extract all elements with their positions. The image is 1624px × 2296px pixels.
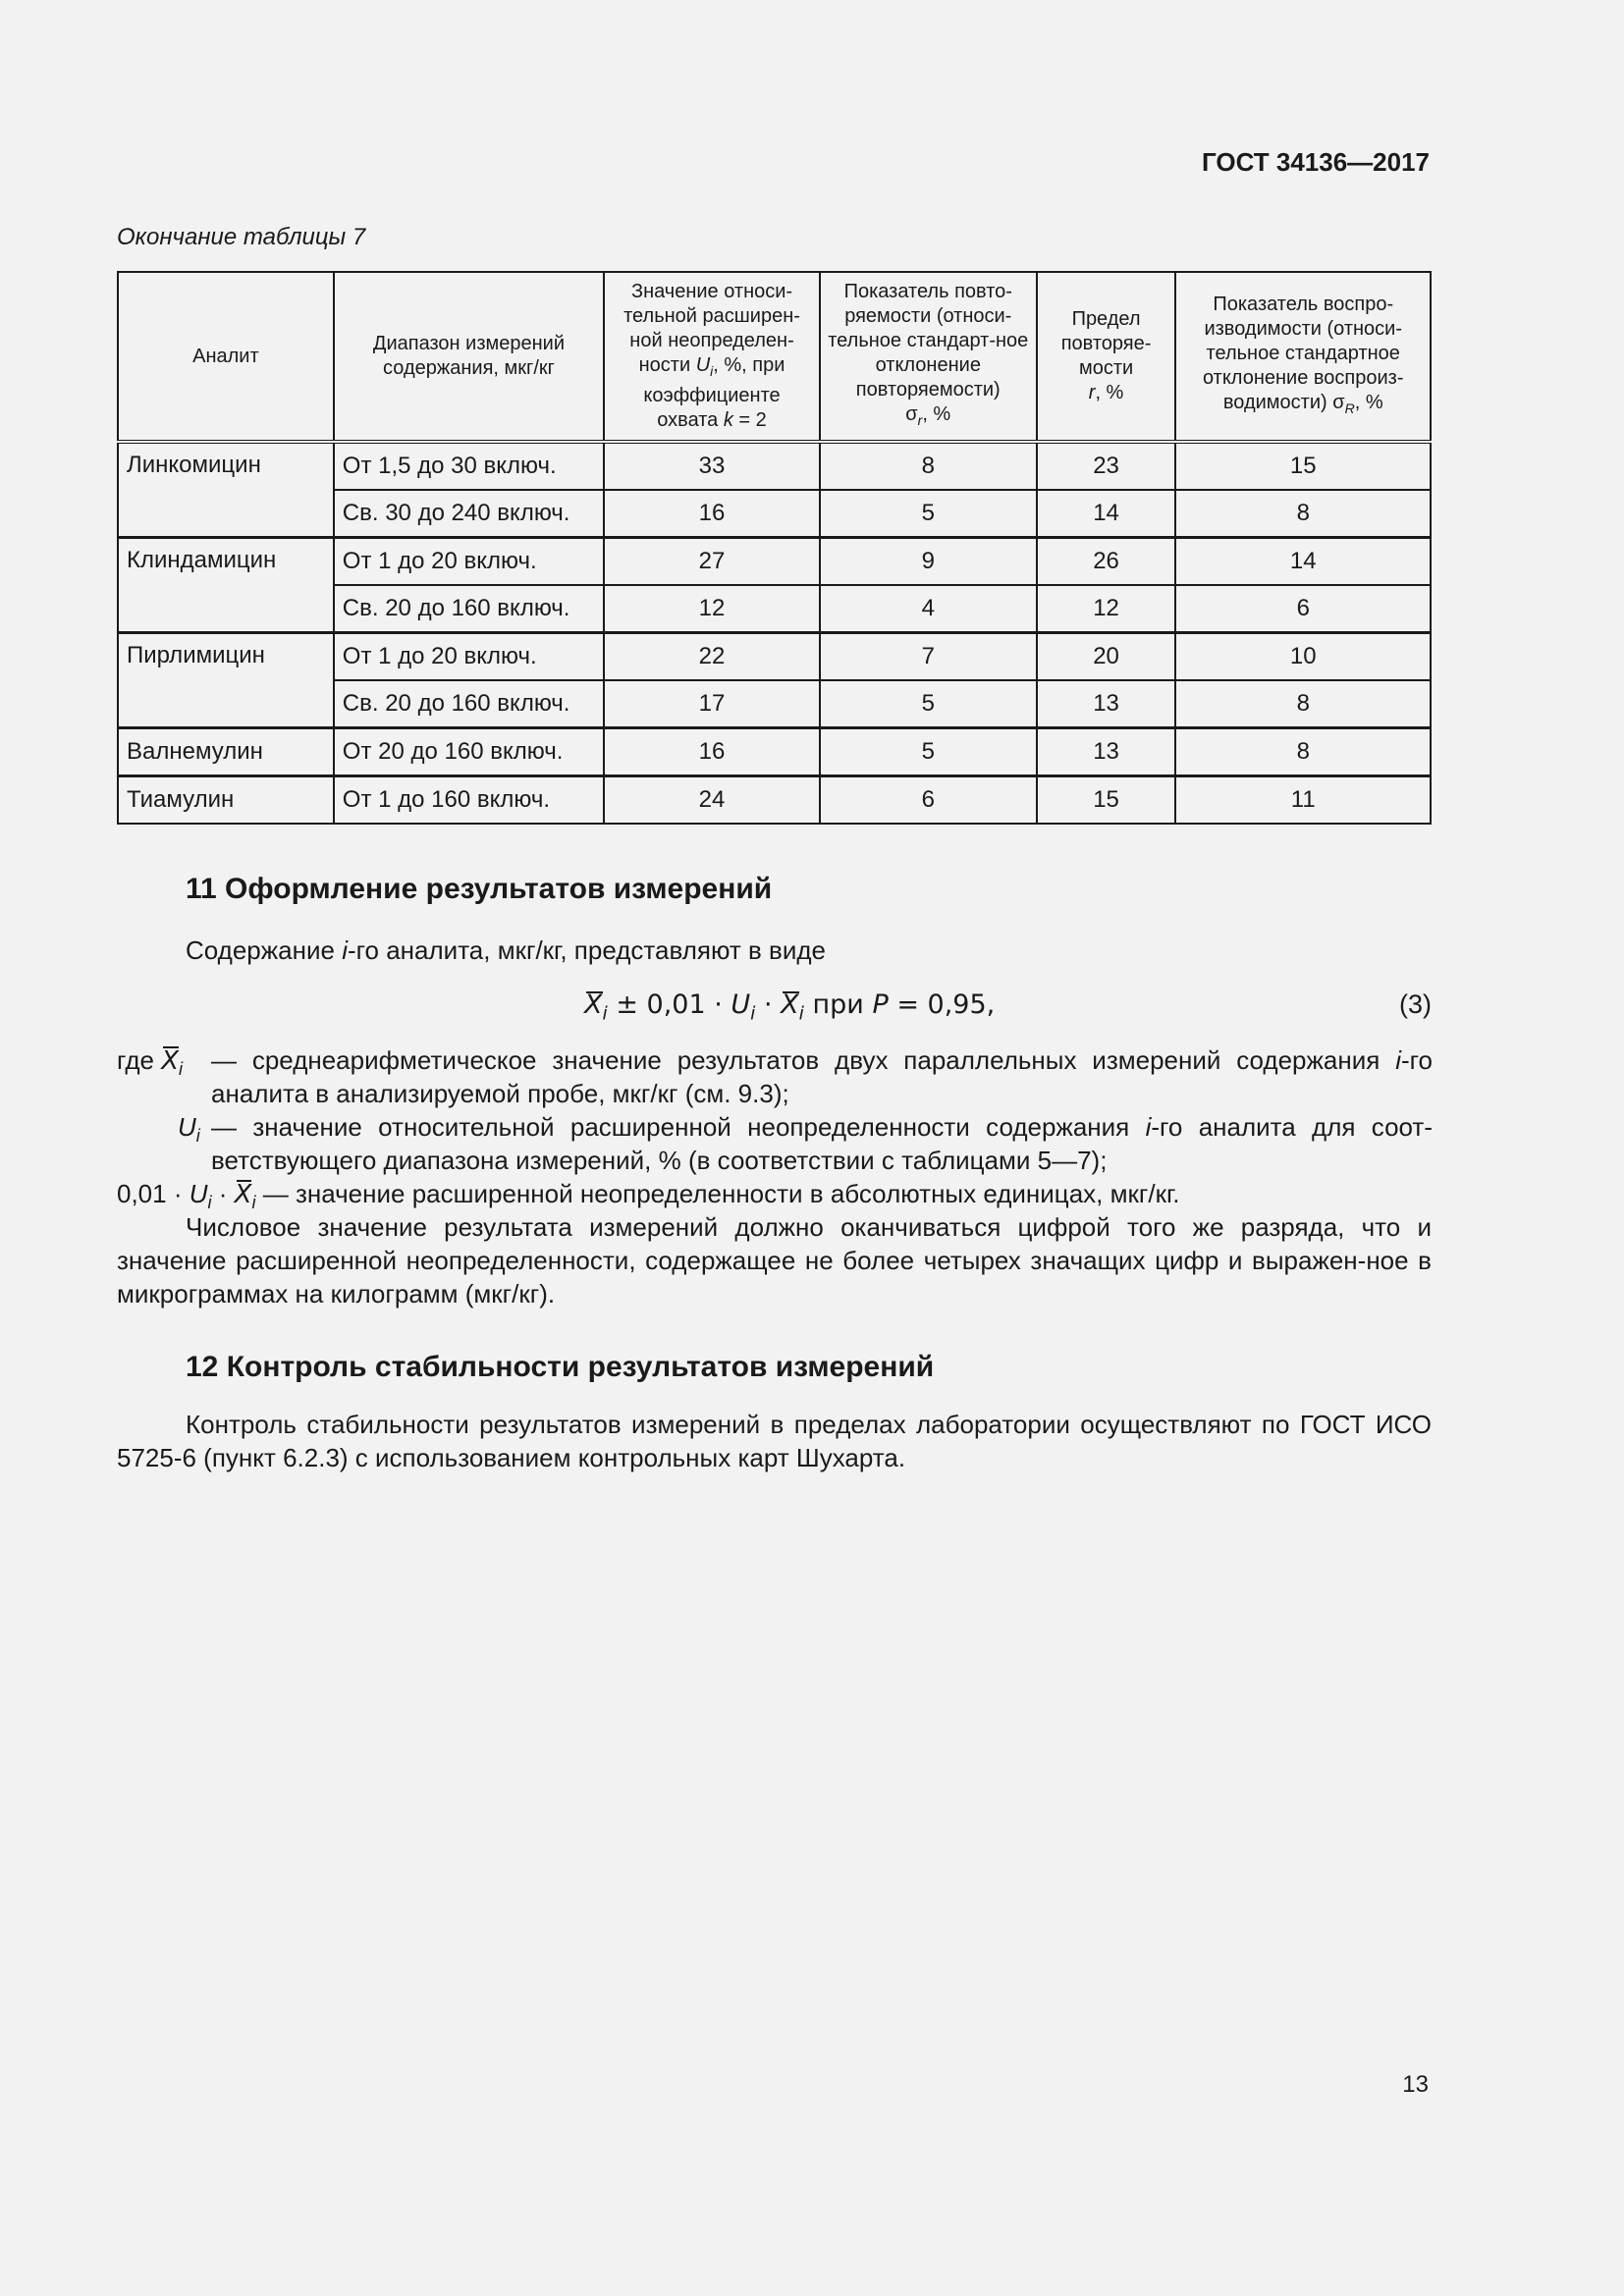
table-header-row <box>118 272 1431 442</box>
cell-analyte: Пирлимицин <box>118 633 334 728</box>
cell-sr: 8 <box>820 442 1037 490</box>
cell-analyte: Клиндамицин <box>118 538 334 633</box>
section-12-paragraph: Контроль стабильности результатов измерений в пределах лаборатории осуществляют по ГОСТ ИСО 5725-6 (пункт 6.2.3) с использованием контрольных карт Шухарта. <box>117 1410 1432 1472</box>
section-12-title: 12 Контроль стабильности результатов измерений <box>186 1351 935 1383</box>
section-11-title: 11 Оформление результатов измерений <box>186 873 773 905</box>
cell-r: 12 <box>1037 585 1176 633</box>
equation-number: (3) <box>1399 989 1432 1019</box>
cell-sr: 6 <box>820 776 1037 825</box>
cell-range: От 1 до 20 включ. <box>334 538 604 586</box>
section-11-paragraph: Числовое значение результата измерений должно оканчиваться цифрой того же разряда, что и значение расширенной неопределенности, содержащее не более четырех значащих цифр и выражен-ное в микрограммах на килограмм (мкг/кг). <box>117 1212 1432 1308</box>
cell-range: От 1,5 до 30 включ. <box>334 442 604 490</box>
formula-3: $X_i \pm 0,01 \cdot U_i \cdot X_i$ при P = 0,95, <box>584 989 996 1025</box>
cell-u: 16 <box>604 490 820 538</box>
page-number: 13 <box>1402 2071 1429 2098</box>
cell-analyte: Валнемулин <box>118 728 334 776</box>
definition-mean: где $X_i$ — среднеарифметическое значение результатов двух параллельных измерений содержания i-го аналита в анализируемой пробе, мкг/кг (см. 9.3); <box>117 1045 1433 1108</box>
cell-range: Св. 20 до 160 включ. <box>334 680 604 728</box>
cell-r: 23 <box>1037 442 1176 490</box>
table-caption: Окончание таблицы 7 <box>117 224 366 250</box>
table-row <box>118 538 1431 586</box>
cell-sr: 7 <box>820 633 1037 681</box>
cell-u: 22 <box>604 633 820 681</box>
cell-r: 26 <box>1037 538 1176 586</box>
cell-sr: 5 <box>820 680 1037 728</box>
cell-range: От 1 до 20 включ. <box>334 633 604 681</box>
cell-range: Св. 20 до 160 включ. <box>334 585 604 633</box>
cell-sr: 5 <box>820 728 1037 776</box>
cell-sR: 8 <box>1175 680 1431 728</box>
definition-absolute-uncertainty: $0,01 \cdot U_i \cdot X_i$ — значение расширенной неопределенности в абсолютных единицах, мкг/кг. <box>117 1179 1180 1213</box>
table-row <box>118 442 1431 490</box>
header-reproducibility: Показатель воспро-изводимости (относи-тельное стандартное отклонение воспроиз-водимости) $\sigma_R$, % <box>1175 272 1431 442</box>
header-range: Диапазон измерений содержания, мкг/кг <box>334 272 604 442</box>
cell-u: 17 <box>604 680 820 728</box>
cell-u: 27 <box>604 538 820 586</box>
cell-sR: 8 <box>1175 728 1431 776</box>
cell-u: 16 <box>604 728 820 776</box>
table-row <box>118 728 1431 776</box>
cell-u: 24 <box>604 776 820 825</box>
table-row <box>118 633 1431 681</box>
cell-sR: 14 <box>1175 538 1431 586</box>
cell-range: От 20 до 160 включ. <box>334 728 604 776</box>
cell-sr: 5 <box>820 490 1037 538</box>
definition-uncertainty: $U_i$ — значение относительной расширенной неопределенности содержания i-го аналита для соот-ветствующего диапазона измерений, % (в соответствии с таблицами 5—7); <box>178 1112 1433 1175</box>
cell-sR: 8 <box>1175 490 1431 538</box>
cell-sR: 6 <box>1175 585 1431 633</box>
cell-u: 33 <box>604 442 820 490</box>
cell-r: 15 <box>1037 776 1176 825</box>
cell-r: 20 <box>1037 633 1176 681</box>
cell-u: 12 <box>604 585 820 633</box>
header-analyte: Аналит <box>118 272 334 442</box>
header-repeatability: Показатель повто-ряемости (относи-тельное стандарт-ное отклонение повторяемости) $\sigma_r$, % <box>820 272 1037 442</box>
cell-analyte: Тиамулин <box>118 776 334 825</box>
cell-sR: 15 <box>1175 442 1431 490</box>
cell-r: 13 <box>1037 728 1176 776</box>
header-repeat-limit: Предел повторяе-мости r, % <box>1037 272 1176 442</box>
cell-sr: 4 <box>820 585 1037 633</box>
table-row <box>118 776 1431 825</box>
cell-sR: 10 <box>1175 633 1431 681</box>
header-uncertainty: Значение относи-тельной расширен-ной неопределен-ности $U_i$, %, при коэффициенте охвата k = 2 <box>604 272 820 442</box>
cell-range: От 1 до 160 включ. <box>334 776 604 825</box>
cell-r: 14 <box>1037 490 1176 538</box>
standard-designation: ГОСТ 34136—2017 <box>1202 147 1430 177</box>
section-11-intro: Содержание i-го аналита, мкг/кг, представляют в виде <box>186 935 827 965</box>
cell-range: Св. 30 до 240 включ. <box>334 490 604 538</box>
cell-sR: 11 <box>1175 776 1431 825</box>
cell-r: 13 <box>1037 680 1176 728</box>
cell-sr: 9 <box>820 538 1037 586</box>
formula-definitions <box>117 1043 1433 1219</box>
results-table <box>117 271 1432 825</box>
cell-analyte: Линкомицин <box>118 442 334 538</box>
